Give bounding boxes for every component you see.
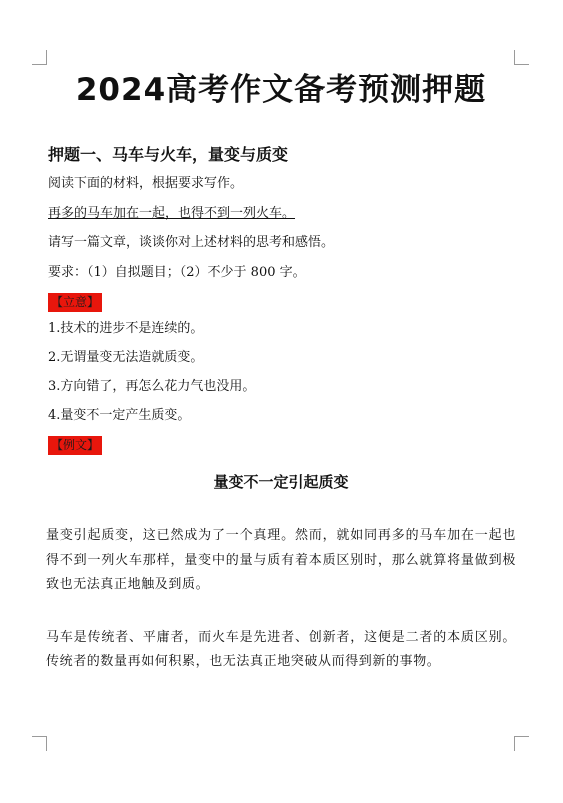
prompt-text: 请写一篇文章，谈谈你对上述材料的思考和感悟。 [48, 235, 335, 250]
crop-mark-top-left [32, 50, 47, 65]
tag-example: 【例文】 [48, 436, 102, 455]
document-page [46, 66, 516, 675]
essay-paragraph: 量变引起质变，这已然成为了一个真理。然而，就如同再多的马车加在一起也得不到一列火车那样，量变中的量与质有着本质区别时，那么就算将量做到极致也无法真正地触及到质。 [46, 528, 516, 592]
note-item: 2.无谓量变无法造就质变。 [48, 350, 204, 365]
material-text [48, 204, 516, 224]
tag-note: 【立意】 [48, 293, 102, 312]
crop-mark-top-right [514, 50, 529, 65]
section-title: 押题一、马车与火车，量变与质变 [48, 145, 289, 164]
note-item: 3.方向错了，再怎么花力气也没用。 [48, 379, 256, 394]
material-underlined: 再多的马车加在一起，也得不到一列火车。 [48, 206, 296, 221]
crop-mark-bottom-left [32, 736, 47, 751]
essay-title: 量变不一定引起质变 [213, 473, 349, 491]
essay-paragraph: 马车是传统者、平庸者，而火车是先进者、创新者，这便是二者的本质区别。传统者的数量再如何积累，也无法真正地突破从而得到新的事物。 [46, 629, 516, 669]
intro-text: 阅读下面的材料，根据要求写作。 [48, 176, 244, 191]
note-item: 4.量变不一定产生质变。 [48, 408, 191, 423]
note-item: 1.技术的进步不是连续的。 [48, 321, 204, 336]
crop-mark-bottom-right [514, 736, 529, 751]
document-title: 2024高考作文备考预测押题 [75, 72, 487, 108]
requirement-text: 要求：（1）自拟题目；（2）不少于 800 字。 [48, 265, 306, 280]
